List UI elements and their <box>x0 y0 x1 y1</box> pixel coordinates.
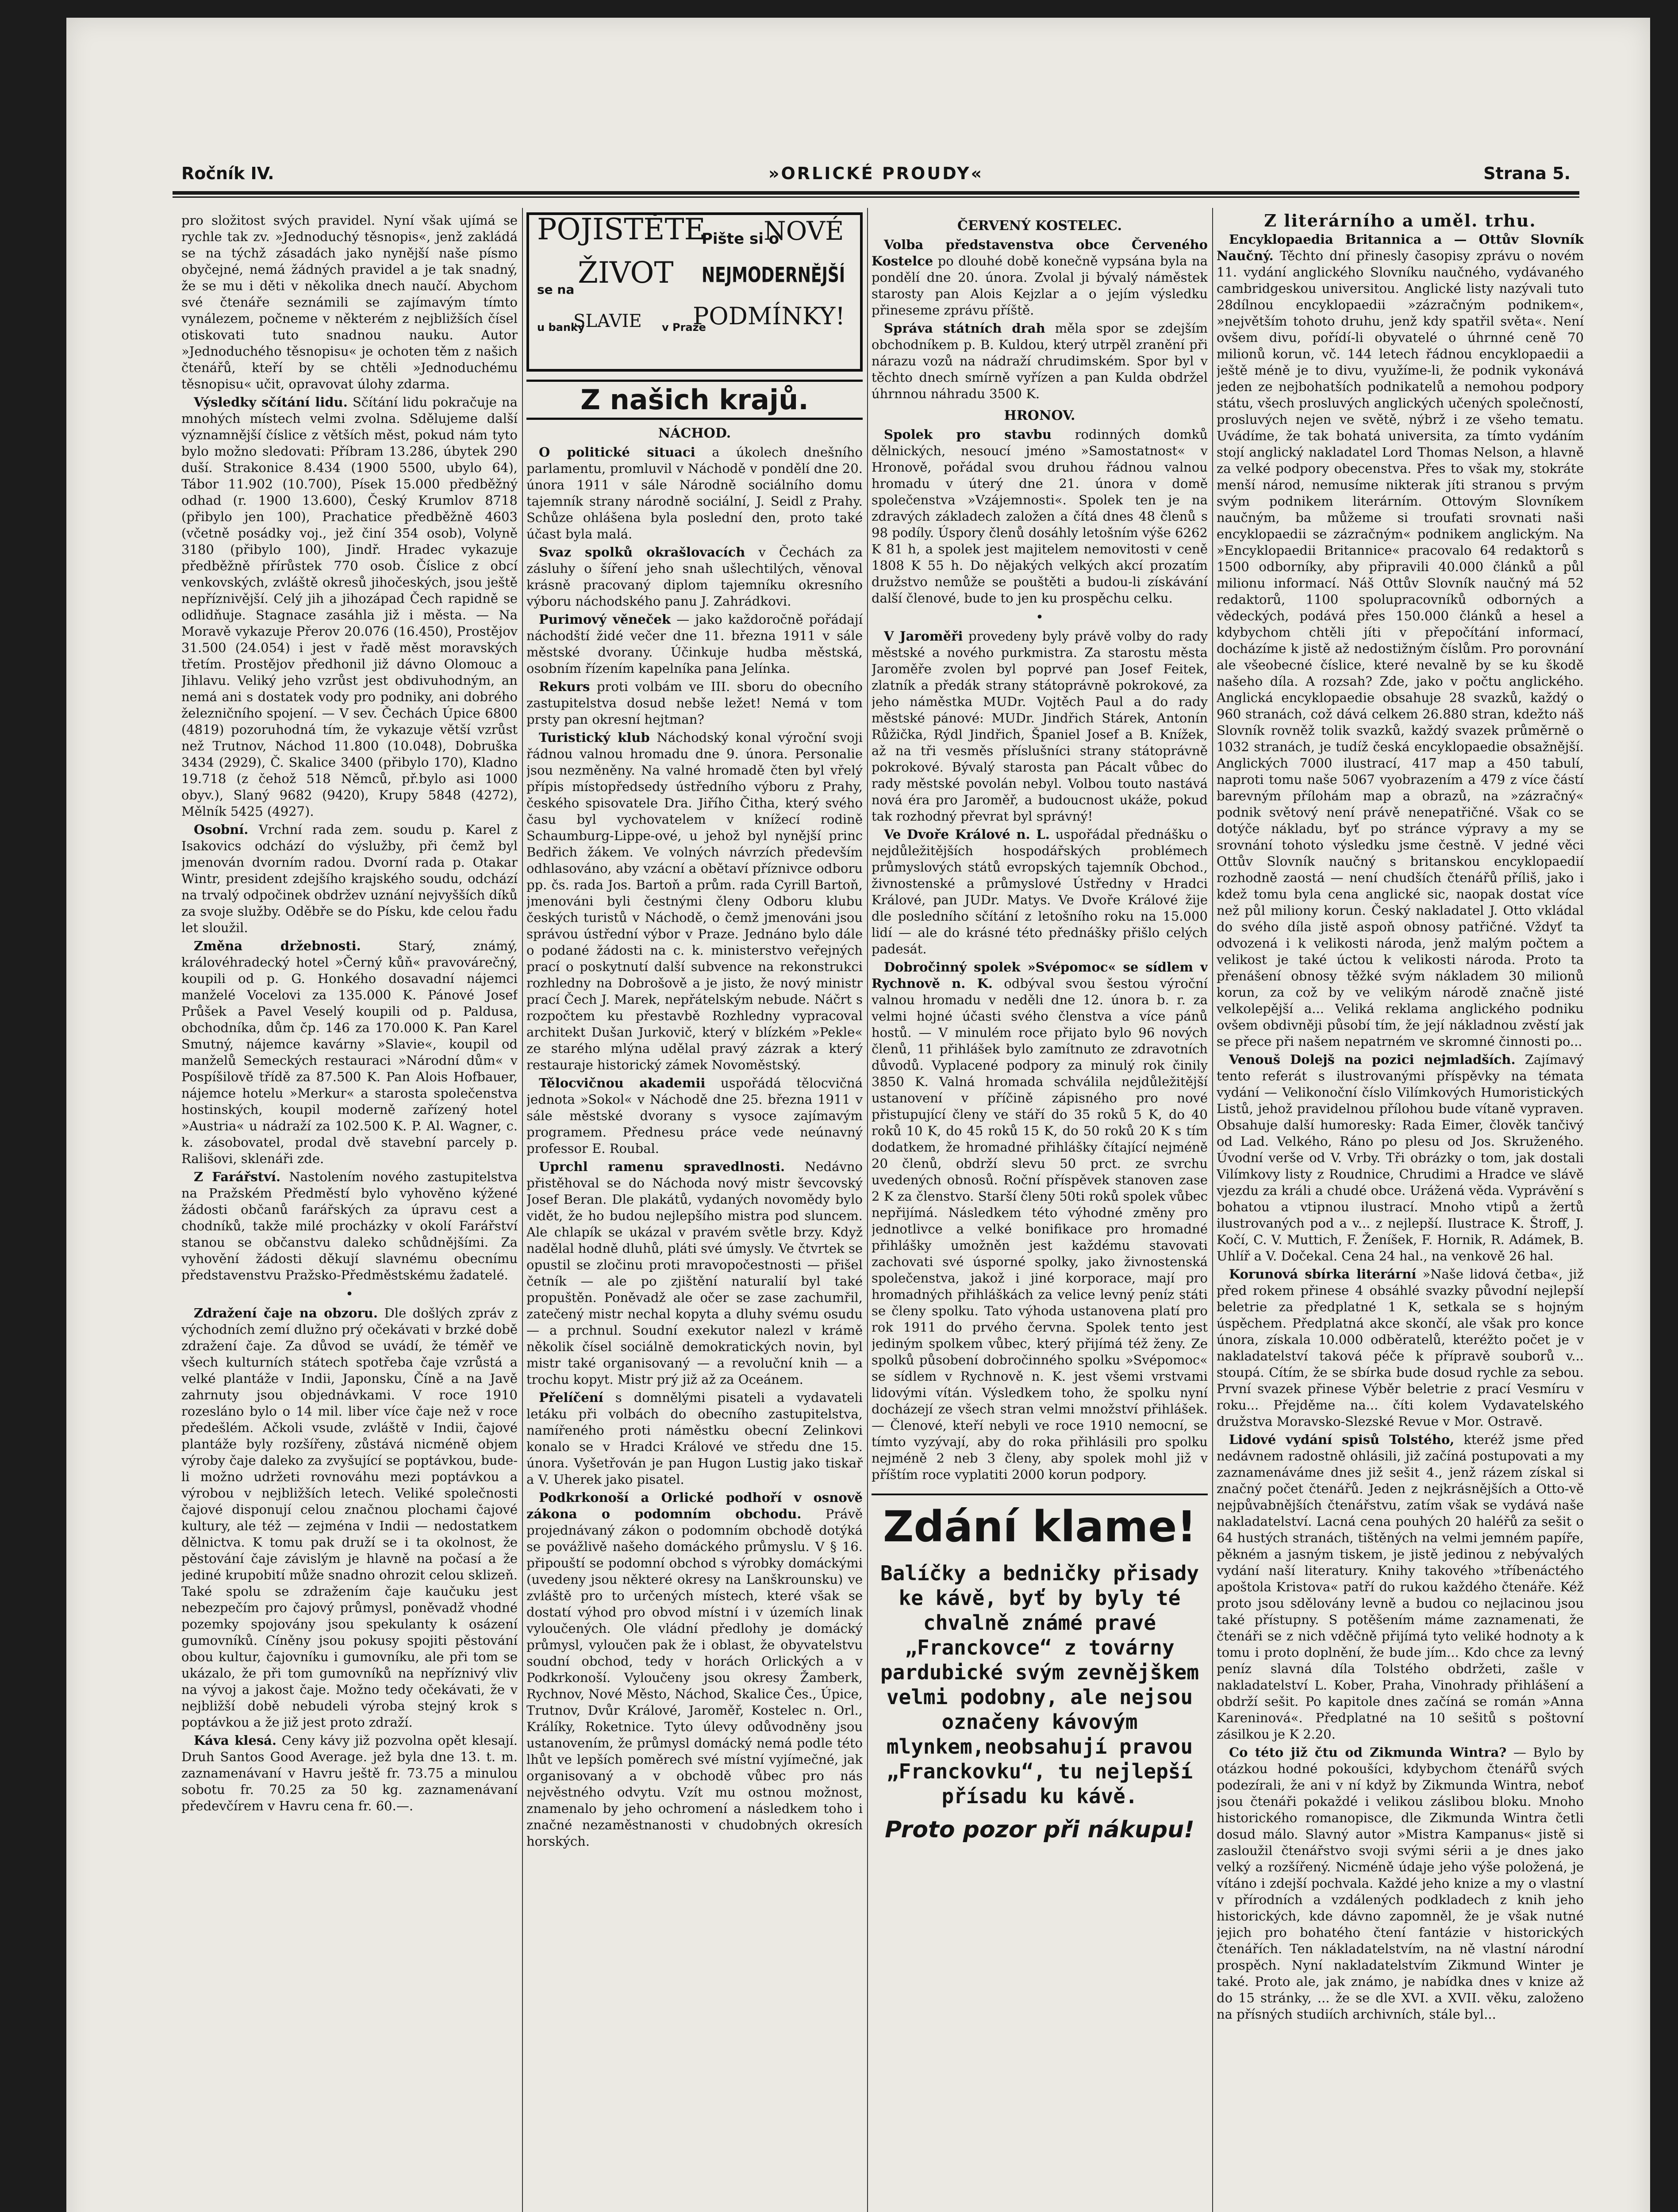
article-heading: Uprchl ramenu spravedlnosti. <box>539 1159 785 1174</box>
article-heading: Encyklopaedia Britannica a — Ottův Slovník Naučný. <box>1217 232 1584 263</box>
article-heading: Rekurs <box>539 679 590 694</box>
article-heading: Svaz spolků okrašlovacích <box>539 545 745 560</box>
article-text: uspořádá tělocvičná jednota »Sokol« v Náchodě dne 25. března 1911 v sále městské dvorany s vysoce zajímavým programem. Přednesu práce vede neúnavný professor E. Roubal. <box>526 1075 863 1156</box>
article-text: kteréž jsme před nedávnem radostně ohlásili, již začíná postupovati a my zaznamenáváme dnes již sešit 4., jenž rázem získal si značný počet čtenářů. Jeden z nejkrásnějších a Otto-vě nejpůvabnějších čtenářstvu, zatím však se vydává naše nakladatelství. Lacná cena pouhých 20 haléřů za sešit o 64 hustých stranách, tištěných na velmi jemném papíře, pěkném a jasným tiskem, je jistě jedinou z nebývalých vydání naší literatury. Knihy takového »tříbenáctého apoštola Kristova« patří do rukou každého čtenáře. Kéž proto jsou sdělovány levně a budou co nejlacinou jsou také přístupny. S potěšením máme zaznamenati, že čtenáři se z nich vděčně přijímá tyto veliké hodnoty a k tomu i proto doplnění, že bude jím... Kdo chce za levný peníz slavná díla Tolstého obdržeti, zašle v nakladatelství L. Kober, Praha, Vinohrady přihlášení a obdrží sešit. Po kapitole dnes začíná se román »Anna Kareninová«. Předplatné na 10 sešitů s poštovní zásilkou je K 2.20. <box>1217 1432 1584 1742</box>
ad-text: POJISTĚTE <box>537 212 706 246</box>
article-text: Nedávno přistěhoval se do Náchoda nový mistr ševcovský Josef Beran. Dle plakátů, vydaných novomědy bylo vidět, že ho budou nejlepšího mistra pod sluncem. Ale chlapík se ukázal v pravém světle brzy. Když nadělal hodně dluhů, pláti své úmysly. Ve čtvrtek se opustil se zločinu proti mravopočestnosti — přišel četník — ale po zjištění naturalií byl také propuštěn. Poněvadž ale očer se zase zachumřil, zatečený mistr nechal kopyta a dluhy svému osudu — a prchnul. Soudní exekutor nalezl v krámě několik čísel sociálně demokratických novin, byl mistr také organisovaný — a revoluční knih — a trochu kopyt. Mistr prý již až za Oceánem. <box>526 1159 863 1387</box>
article <box>872 320 1208 402</box>
article <box>526 1075 863 1157</box>
header-rule-thin <box>173 196 1579 198</box>
article-heading: Zdražení čaje na obzoru. <box>194 1306 378 1321</box>
article <box>526 1490 863 1850</box>
article-text: proti volbám ve III. sboru do obecního zastupitelstva dosud nebše ležet! Nemá v tom prsty pan okresní hejtman? <box>526 679 863 727</box>
article-text: s domnělými pisateli a vydavateli letáku při volbách do obecního zastupitelstva, namířeného proti náměstku obecní Zelinkovi konalo se v Hradci Králové ve středu dne 15. února. Vyšetřován je pan Hugon Lustig jako tiskař a V. Uherek jako pisatel. <box>526 1390 863 1487</box>
article-text: Právě projednávaný zákon o podomním obchodě dotýká se povážlivě našeho domáckého průmyslu. V § 16. připouští se podomní obchod s výrobky domáckými (uvedeny jsou některé okresy na Lanškrounsku) ve zvláště pro to určených místech, které však se dostatí výhod pro obvod místní i v územích linak vyloučených. Ole vládní předlohy je domácký průmysl, vyloučen pak že i oblast, že obyvatelstvu soudní obchod, tedy v horách Orlických a v Podkrkonoší. Vyloučeny jsou okresy Žamberk, Rychnov, Nové Město, Náchod, Skalice Čes., Úpice, Trutnov, Dvůr Králové, Jaroměř, Kostelec n. Orl., Králíky, Roketnice. Tyto úlevy odůvodněny jsou ustanovením, že průmysl domácký nemá podle této lhůt ve lepších poměrech své místní vyjímečné, jak organisovaný a v obchodě vůbec pro nás nejvěstného odvytu. Vzít mu ostnou možnost, znamenalo by jeho ochromení a následkem toho i značné nezaměstnanosti v chudobných okresích horských. <box>526 1506 863 1849</box>
ad-text: se na <box>537 282 575 297</box>
ad-title: Zdání klame! <box>883 1502 1197 1551</box>
insurance-advertisement <box>526 212 863 372</box>
article <box>181 822 518 936</box>
ad-text: SLAVIE <box>573 311 642 331</box>
article-text: uspořádal přednášku o nejdůležitějších hospodářských problémech průmyslových států evropských tajemník Obchod., živnostenské a průmyslové Ústředny v Hradci Králové, pan JUDr. Matys. Ve Dvoře Králové žije dle posledního sčítání z letošního roku na 15.000 lidí — ale do krásné této přednášky přišlo celých padesát. <box>872 827 1208 956</box>
article-text: Ceny kávy již pozvolna opět klesají. Druh Santos Good Average. jež byla dne 13. t. m. zaznamenávaní v Havru ještě fr. 73.75 a minulou sobotu fr. 70.25 za 50 kg. zaznamenávaní předevčírem v Havru cena fr. 60.—. <box>181 1733 518 1813</box>
article-text: provedeny byly právě volby do rady městské a nového purkmistra. Za starostu města Jaroměře zvolen byl poprvé pan Josef Feitek, zlatník a předák strany státoprávně pokrokové, za jeho náměstka MUDr. Vojtěch Paul a do rady městské pánové: MUDr. Jindřich Stárek, Antonín Růžička, Rýdl Jindřich, Španiel Josef a B. Knížek, až na tři vesměs příslušníci strany státoprávně pokrokové. Bývalý starosta pan Pácalt vůbec do rady městské povolán nebyl. Volbou touto nastává nová éra pro Jaroměř, a budoucnost ukáže, pokud tak rozhodný převrat byl správný! <box>872 629 1208 824</box>
article-text: — jako každoročně pořádají náchodští židé večer dne 11. března 1911 v sále městské dvorany. Účinkuje hudba městská, osobním řízením kapelníka pana Jelínka. <box>526 612 863 676</box>
article-heading: Dobročinný spolek »Svépomoc« se sídlem v Rychnově n. K. <box>872 960 1208 991</box>
ad-text: Pište si o <box>702 230 779 248</box>
article-heading: Spolek pro stavbu <box>884 427 1052 442</box>
ad-text: NEJMODERNĚJŠÍ <box>702 263 845 288</box>
article <box>526 544 863 610</box>
column-3 <box>872 212 1208 2212</box>
newspaper-page <box>66 18 1650 2212</box>
article-text: a úkolech dnešního parlamentu, promluvil v Náchodě v pondělí dne 20. února 1911 v sále Národně sociálního domu tajemník strany národně sociální, J. Seidl z Prahy. Schůze ohlášena byla poslední den, proto také účast byla malá. <box>526 445 863 541</box>
article-heading: Purimový věneček <box>539 612 671 627</box>
town-heading: NÁCHOD. <box>658 426 731 441</box>
article-heading: Správa státních drah <box>884 321 1045 336</box>
article-text: Zajímavý tento referát s ilustrovanými příspěvky na témata vydání — Velikonoční číslo Vilímkových Humoristických Listů, jehož pravidelnou přílohou bude vítaně vypraven. Obsahuje další humoresky: Rada Eimer, člověk tančivý od Lad. Velkého, Ráno po plesu od Jos. Skruženého. Úvodní verše od V. Vrby. Tři obrázky o tom, jak dostali Vilímkovy listy z Roudnice, Chrudimi a Hradce ve slávě vjezdu za králi a chudé obce. Urážená věda. Vyprávění s bohatou a vtipnou ilustrací. Mnoho vtipů a žertů ilustrovaných pod a v... z nejlepší. Ilustrace K. Štroff, J. Kočí, C. V. Muttich, F. Ženíšek, F. Hornik, R. Adámek, B. Uhlíř a V. Dočekal. Cena 24 hal., na venkově 26 hal. <box>1217 1052 1584 1263</box>
page-header <box>181 164 1570 190</box>
ad-text: PODMÍNKY! <box>693 302 845 330</box>
article-text: Starý, známý, královéhradecký hotel »Černý kůň« pravovárečný, koupili od p. G. Honkého dosavadní nájemci manželé Vocelovi za 135.000 K. Pánové Josef Průšek a Pavel Veselý koupili od p. Paldusa, obchodníka, dům čp. 146 za 170.000 K. Pan Karel Smutný, nájemce kavárny »Slavie«, koupil od manželů Semeckých restauraci »Národní dům« v Pospíšilově třídě za 87.500 K. Pan Alois Hofbauer, nájemce hotelu »Merkur« a starosta společenstva hostinských, koupil moderně zařízený hotel »Austria« u nádraží za 102.500 K. P. Al. Wagner, c. k. zásobovatel, prodal dvě stavební parcely p. Rališovi, sklenáři zde. <box>181 938 518 1166</box>
article-heading: Změna držebnosti. <box>194 938 361 953</box>
article-text: rodinných domků dělnických, nesoucí jméno »Samostatnost« v Hronově, pořádal svou druhou řádnou valnou hromadu v úterý dne 21. února v domě společenstva »Vzájemnosti«. Spolek ten je na zdravých základech založen a čítá dnes 48 členů s 98 podíly. Úspory členů dosáhly letošním výše 6262 K 81 h, a spolek jest majitelem nemovitosti v ceně 1808 K 55 h. Do nějakých velkých akcí prozatím družstvo nemůže se pouštěti a budou-li získávání další členové, bude to jen ku prospěchu celku. <box>872 427 1208 606</box>
column-2 <box>526 212 863 2212</box>
article-heading: Osobní. <box>194 822 249 837</box>
article-heading: Podkrkonoší a Orlické podhoří v osnově zákona o podomním obchodu. <box>526 1490 863 1521</box>
article <box>872 826 1208 957</box>
article-heading: Lidové vydání spisů Tolstého, <box>1229 1432 1455 1447</box>
town-heading: HRONOV. <box>1004 408 1075 423</box>
article <box>1217 231 1584 1050</box>
article <box>181 1169 518 1283</box>
article-heading: Korunová sbírka literární <box>1229 1267 1417 1282</box>
article-text: — Bylo by otázkou hodné pokoušíci, kdybychom čtenářů svých podezírali, že ani v ní když by Zikmunda Wintra, neboť jsou čtenáři pokaždé i velikou záslibou bloku. Mnoho historického romanopisce, dle Zikmunda Wintra četli dosud málo. Slavný autor »Mistra Kampanus« jistě si zasloužil čtenářstvo svoji svými sérii a je dnes jako velký a rozšířený. Nicméně údaje jeho výše položená, je vítáno i zdejší pochvala. Každé jeho knize a my o vlastní v přírodních a vzdálených podkladech z knih jeho historických, kde dávno zapomněl, že je však nutné jejich pro bohatého čtení fantázie v historických čtenářích. Ten nákladatelstvím, na ně vlastní národní prospěch. Nyní nakladatelstvím Zikmund Winter je také. Proto ale, jak známo, je nabídka dnes v knize až do 15 stránky, ... že se dle XVI. a XVII. věku, založeno na přísných studiích archivních, stále byl... <box>1217 1745 1584 2022</box>
ad-footer: Proto pozor při nákupu! <box>885 1816 1194 1843</box>
article-heading: Venouš Dolejš na pozici nejmladších. <box>1229 1052 1516 1067</box>
ad-body: Balíčky a bedničky přisady ke kávě, byť by byly té chvalně známé pravé „Franckovce“ z továrny pardubické svým zevnějškem velmi podobny, ale nejsou označeny kávovým mlynkem,neobsahují pravou „Franckovku“, tu nejlepší přísadu ku kávě. <box>880 1561 1199 1808</box>
column-divider <box>522 208 523 2212</box>
page-number: Strana 5. <box>1483 164 1570 183</box>
ad-text: ŽIVOT <box>578 256 674 290</box>
section-title: Z našich krajů. <box>526 380 863 420</box>
article-text: »Naše lidová četba«, již před rokem přinese 4 obsáhlé svazky původní nejlepší beletrie za předplatné 1 K, setkala se s hojným úspěchem. Předplatná akce skončí, ale však pro konce února, získala 10.000 odběratelů, kteréžto počet je v nakladatelství taková péče k přípravě souborů v... stoupá. Cítím, že se sbírka bude dosud rychle za sebou. První svazek přinese Výběr beletrie z prací Vesmíru v roku... Přejděme na... číti kolem Vydavatelského družstva Moravsko-Slezské Revue v Mor. Ostravě. <box>1217 1267 1584 1429</box>
ad-text: v Praze <box>662 321 706 334</box>
separator-dot: • <box>346 1286 353 1302</box>
article <box>526 444 863 542</box>
ad-text: u banky <box>537 321 585 334</box>
column-1 <box>181 212 518 2212</box>
article-text: Nastolením nového zastupitelstva na Pražském Předměstí bylo vyhověno kýžené žádosti občanů farářských za úpravu cest a chodníků, takže milé procházky v okolí Farářství stanou se občanstvu daleko schůdnějšími. Za vyhovění žádosti děkují slavnému obecnímu představenstvu Pražsko-Předměstskému žadatelé. <box>181 1169 518 1283</box>
ad-text: NOVÉ <box>764 216 844 246</box>
article <box>1217 1052 1584 1264</box>
article-heading: O politické situaci <box>539 445 695 460</box>
volume-label: Ročník IV. <box>181 164 274 183</box>
article <box>526 730 863 1073</box>
article <box>526 611 863 677</box>
column-4 <box>1217 212 1584 2212</box>
article <box>872 628 1208 825</box>
article-text: Náchodský konal výroční svoji řádnou valnou hromadu dne 9. února. Personalie jsou nezměněny. Na valné hromadě čten byl vřelý přípis místopředsedy ústředního výboru z Prahy, českého spisovatele Dra. Jiřího Čitha, který svého času byl vychovatelem v knížecí rodině Schaumburg-Lippe-ové, u jehož byl nynější princ Bedřich žákem. Ve volných návrzích především odhlasováno, aby vzácní a obětaví příznivce odboru pp. čs. rada Jos. Bartoň a prům. rada Cyrill Bartoň, jmenováni byli čestnými členy Odboru klubu českých turistů v Náchodě, o čemž jmenováni jsou správou ústřední výbor v Praze. Jednáno bylo dále o podané žádosti na c. k. ministerstvo veřejných prací o poskytnutí další subvence na rekonstrukci rozhledny na Dobrošově a je jisto, že nový ministr prací Čech J. Marek, nepřátelským nebude. Náčrt s rozpočtem ku přestavbě Rozhledny vypracoval architekt Dušan Jurkovič, který v blízkém »Pekle« ze starého mlýna udělal pravý zázrak a který restauraje historický zámek Novoměstský. <box>526 730 863 1072</box>
article-heading: Z Farářství. <box>194 1169 281 1184</box>
article-heading: Káva klesá. <box>194 1733 277 1748</box>
article-heading: Volba představenstva obce Červeného Kostelce <box>872 237 1208 269</box>
article-text: měla spor se zdejším obchodníkem p. B. Kuldou, který utrpěl zranění při nárazu vozů na nádraží chrudimském. Spor byl v těchto dnech smírně vyřízen a pan Kulda obdržel úhrnnou náhradu 3500 K. <box>872 321 1208 401</box>
article-text: odbýval svou šestou výroční valnou hromadu v neděli dne 12. února b. r. za velmi hojné účasti svého členstva a více pánů hostů. — V minulém roce přijato bylo 96 nových členů, 11 přihlášek bylo zamítnuto ze zdravotních důvodů. Vyplacené podpory za minulý rok činily 3850 K. Valná hromada schválila nejdůležitější ustanovení v příčině zápisného pro nové přistupující členy ve stáří do 35 roků 5 K, do 40 roků 10 K, do 45 roků 15 K, do 50 roků 20 K s tím dodatkem, že hromadné přihlášky čítající nejméně 20 členů, obdrží slevu 50 prct. ze svrchu uvedených obnosů. Roční příspěvek stanoven zase 2 K za členstvo. Starší členy 50ti roků spolek vůbec nepřijímá. Následkem této výhodné změny pro jednotlivce a velké bonifikace pro hromadné přihlášky umožněn jest každému stavovati zachovati své úsporné spolky, jako živnostenská společenstva, jakož i jiné korporace, mají pro hromadných přihláškách za velice levný peníz státi se členy spolku. Tato výhoda ustanovena platí pro rok 1911 do prvého června. Spolek tento jest jediným spolkem vůbec, který přijímá též ženy. Ze spolků působení dobročinného spolku »Svépomoc« se sídlem v Rychnově n. K. jest všemi vrstvami lidovými vítán. Výsledkem toho, že spolku nyní docházejí ze všech stran velmi množství přihlášek. — Členové, kteří nebyli ve roce 1910 nemocní, se tímto vyzývají, aby do roka přihlásili pro spolku nejméně 2 neb 3 členy, aby spolek mohl již v příštím roce vyplatiti 2000 korun podpory. <box>872 976 1208 1482</box>
article-heading: V Jaroměři <box>884 629 963 644</box>
article <box>181 1305 518 1731</box>
article-text: Vrchní rada zem. soudu p. Karel z Isakovics odchází do výslužby, při čemž byl jmenován dvorním radou. Dvorní rada p. Otakar Wintr, president zdejšího krajského soudu, odchází na trvalý odpočinek obdržev uznání nejvyšších díků za svoje služby. Oděbře se do Písku, kde celou řadu let sloužil. <box>181 822 518 935</box>
article <box>872 426 1208 607</box>
article <box>526 1159 863 1388</box>
town-heading: ČERVENÝ KOSTELEC. <box>957 218 1122 234</box>
header-rule <box>173 191 1579 195</box>
separator-dot: • <box>1036 610 1044 625</box>
article <box>1217 1744 1584 2023</box>
column-divider <box>1212 208 1213 2212</box>
article <box>1217 1266 1584 1430</box>
article-text: Dle došlých zpráv z východních zemí dlužno prý očekávati v brzké době zdražení čaje. Za důvod se uvádí, že téměř ve všech kulturních státech spotřeba čaje vzrůstá a velké plantáže v Indii, Japonsku, Číně a na Javě zahrnuty jsou objednávkami. V roce 1910 rozesláno bylo o 14 mil. liber více čaje než v roce předešlém. Ačkoli vsude, zvláště v Indii, čajové plantáže byly rozšířeny, zůstává nicméně objem výroby čaje daleko za zvyšující se poptávkou, bude-li možno udržeti rovnováhu mezi poptávkou a výrobou v nejbližších letech. Veliké společnosti čajové disponují celou značnou plochami čajové kultury, ale též — zejména v Indii — nedostatkem dělnictva. K tomu pak druží se i ta okolnost, že pěstování čaje závislým je hlavně na počasí a že jediné krupobití může snadno ohrozit celou sklizeň. Také spolu se zdražením čaje kaučuku jest nebezpečím pro čajový průmysl, poněvadž vhodné pozemky spojovány jsou spekulanty k osázení gumovníků. Cíněny jsou pokusy spojiti pěstování obou kultur, čajovníku i gumovníku, ale při tom se ukázalo, že při tom gumovníků na nepříznivý vliv na vývoj a jakost čaje. Možno tedy očekávati, že v nejbližší době nebudeli výroba stejný krok s poptávkou a že již jest proto zdraží. <box>181 1306 518 1730</box>
article-heading: Ve Dvoře Králové n. L. <box>884 827 1050 842</box>
article <box>872 237 1208 319</box>
article <box>181 1732 518 1814</box>
column-divider <box>867 208 868 2212</box>
article <box>1217 1432 1584 1743</box>
article-text: v Čechách za zásluhy o šíření jeho snah ušlechtilých, věnoval krásně pracovaný diplom tajemníku okresního výboru náchodského panu J. Zahrádkovi. <box>526 545 863 609</box>
article-heading: Přelíčení <box>539 1390 603 1405</box>
article-heading: Turistický klub <box>539 730 650 745</box>
article <box>526 1390 863 1488</box>
article <box>872 959 1208 1483</box>
section-title: Z literárního a uměl. trhu. <box>1264 212 1536 230</box>
coffee-advertisement <box>872 1494 1208 1843</box>
article-text: pro složitost svých pravidel. Nyní však ujímá se rychle tak zv. »Jednoduchý těsnopis«, jenž zakládá se na týchž zásadách jako nynější naše písmo obyčejné, nemá žádných pravidel a je tak snadný, že se mu i děti v několika dnech naučí. Abychom své čtenáře seznámili se zajímavým tímto vynálezem, počneme v některém z nejbližších čísel otiskovati tuto snadnou nauku. Autor »Jednoduchého těsnopisu« je ochoten těm z našich čtenářů, kteří by se chtěli »Jednoduchému těsnopisu« učit, opravovat úlohy zdarma. <box>181 213 518 392</box>
article-heading: Výsledky sčítání lidu. <box>194 395 348 410</box>
article-text: Těchto dní přinesly časopisy zprávu o novém 11. vydání anglického Slovníku naučného, vydávaného cambridgeskou universitou. Anglické listy nazývali tuto 28dílnou encyklopaedii »zázračným podnikem«, »největším tohoto druhu, jenž kdy spatřil světa«. Není ovšem divu, pořídí-li obyvatelé o úhrnné ceně 70 milionů korun, vč. 144 letech řádnou encyklopaedii a ještě méně je to divu, využíme-li, že podnik vykonává jeden ze nejbohatších podnikatelů a nemohou podpory státu, všech prosluvých anglických učených společností, prosluvých nejen ve světě, nýbrž i ze všeho tematu. Uvádíme, že tak bohatá universita, za tímto vydáním stojí anglický nakladatel Lord Thomas Nelson, a hlavně za velké podpory obecenstva. Přes to však my, stokráte menší národ, nemusíme nikterak jíti stranou s prvým svým podnikem literárním. Ottovým Slovníkem naučným, ba můžeme si troufati srovnati naši encyklopaedii se zázračným« podnikem anglickým. Na »Encyklopaedii Britannice« pracovalo 64 redaktorů s 1500 odborníky, aby připravili 40.000 článků a půl milionu informací. Náš Ottův Slovník naučný má 52 redaktorů, 1100 spolupracovníků odborných a vědeckých, podává přes 150.000 článků a hesel a kdybychom chtěli jíti v přepočítání informací, docházíme k jistě až nedostižným číslům. Pro porovnání ale všeobecné číslice, které nevalně by se ku škodě našeho díla. A rozsah? Zde, jako v počtu anglického. Anglická encyklopaedie obsahuje 28 svazků, každý o 960 stranách, což dává celkem 26.880 stran, kdežto náš Slovník rovněž tolik svazků, každý svazek průměrně o 1032 stranách, je tudíž česká encyklopaedie obsažnější. Anglických 7000 ilustrací, 417 map a 450 tabulí, naproti tomu naše 5067 vyobrazením a 479 z více částí barevným přílohám map a obrazů, na »zázračný« podnik světový není právě nenepatřičné. Však co se dotýče nákladu, byť po stránce výpravy a my se srovnání tohoto výsledku jsme čestně. V jedné věci Ottův Slovník naučný s britanskou encyklopaedií rozhodně zaostá — není chudších čtenářů příliš, jako i kdež tomu byla cena anglické sic, naopak dostat více než půl miliony korun. Český nakladatel J. Otto vkládal do svého díla jistě aspoň obnosy patřičné. Vždyť ta odvozená i k velikosti národa, jenž malým počtem a velikost je také úctou k velikosti národa. Proto ta přenášení obnosy těžké svým nákladem 30 milionů korun, za což by ve velikým národě značně jisté velkolepější a... Veliká reklama anglického podniku ovšem obdivněji působí tím, že její nákladnou zvěstí jak se přece při našem nepatrném ve skromné činnosti po... <box>1217 248 1584 1049</box>
article-heading: Tělocvičnou akademii <box>539 1075 706 1091</box>
article <box>181 938 518 1167</box>
article <box>526 679 863 728</box>
article <box>181 394 518 820</box>
article-heading: Co této již čtu od Zikmunda Wintra? <box>1229 1745 1507 1760</box>
paper-title: »ORLICKÉ PROUDY« <box>768 164 984 183</box>
article-text: po dlouhé době konečně vypsána byla na pondělí dne 20. února. Zvolal ji bývalý náměstek starosty pan Alois Kejzlar a o jejím výsledku přineseme zprávu příště. <box>872 253 1208 318</box>
article-text: Sčítání lidu pokračuje na mnohých místech velmi zvolna. Sdělujeme další významnější číslice z větších měst, pokud nám tyto bylo možno sledovati: Příbram 13.286, úbytek 290 duší. Strakonice 8.434 (1900 5500, ubylo 64), Tábor 11.902 (10.700), Písek 15.000 předběžný odhad (r. 1900 13.600), Český Krumlov 8718 (přibylo jen 100), Prachatice předběžně 4603 (včetně posádky voj., jež činí 354 osob), Volyně 3180 (přibylo 100), Jindř. Hradec vykazuje předběžně přírůstek 770 osob. Číslice z obcí venkovských, zvláště okresů jihočeských, jsou ještě nepříznivější. Celý jih a jihozápad Čech rapidně se odlidňuje. Stagnace zasáhla již i města. — Na Moravě vykazuje Přerov 20.076 (16.450), Prostějov 31.500 (24.054) i jest v řadě měst moravských třetím. Prostějov předhonil již dávno Olomouc a Jihlavu. Veliký jeho vzrůst jest obdivuhodným, an nemá ani s dostatek vody pro podniky, ani dobrého železničního spojení. — V sev. Čechách Úpice 6800 (4819) pozoruhodná tím, že vykazuje větší vzrůst než Trutnov, Náchod 11.800 (10.048), Dobruška 3434 (2929), Č. Skalice 3400 (přibylo 170), Kladno 19.718 (z čehož 518 Němců, př.bylo asi 1000 obyv.), Slaný 9682 (9420), Krupy 5848 (4272), Mělník 5425 (4927). <box>181 395 518 819</box>
